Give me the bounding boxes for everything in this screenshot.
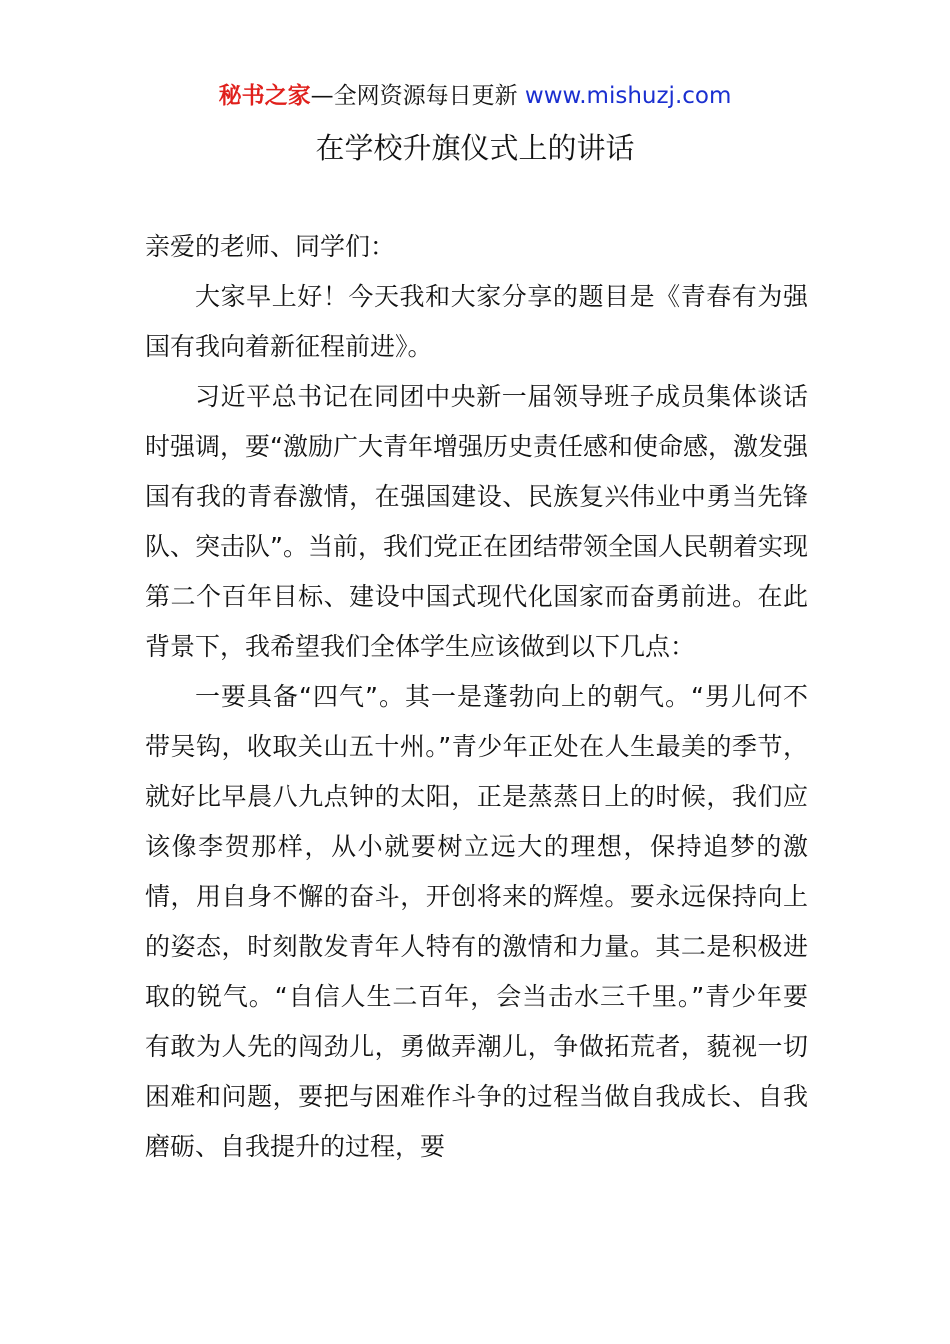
document-title: 在学校升旗仪式上的讲话 bbox=[315, 131, 635, 165]
site-url-link[interactable]: www.mishuzj.com bbox=[524, 83, 732, 109]
body-paragraph: 习近平总书记在同团中央新一届领导班子成员集体谈话时强调，要“激励广大青年增强历史责任感和使命感，激发强国有我的青春激情，在强国建设、民族复兴伟业中勇当先锋队、突击队”。当前，我们党正在团结带领全国人民朝着实现第二个百年目标、建设中国式现代化国家而奋勇前进。在此背景下，我希望我们全体学生应该做到以下几点： bbox=[145, 382, 808, 661]
document-body bbox=[145, 222, 808, 1172]
salutation: 亲爱的老师、同学们： bbox=[145, 232, 396, 261]
site-header bbox=[0, 80, 950, 112]
site-brand: 秘书之家 bbox=[218, 83, 311, 109]
body-paragraph: 一要具备“四气”。其一是蓬勃向上的朝气。“男儿何不带吴钩，收取关山五十州。”青少年正处在人生最美的季节，就好比早晨八九点钟的太阳，正是蒸蒸日上的时候，我们应该像李贺那样，从小就要树立远大的理想，保持追梦的激情，用自身不懈的奋斗，开创将来的辉煌。要永远保持向上的姿态，时刻散发青年人特有的激情和力量。其二是积极进取的锐气。“自信人生二百年，会当击水三千里。”青少年要有敢为人先的闯劲儿，勇做弄潮儿，争做拓荒者，藐视一切困难和问题，要把与困难作斗争的过程当做自我成长、自我磨砺、自我提升的过程，要 bbox=[145, 682, 808, 1161]
body-paragraph: 大家早上好！今天我和大家分享的题目是《青春有为强国有我向着新征程前进》。 bbox=[145, 282, 808, 361]
site-tagline: —全网资源每日更新 bbox=[310, 83, 518, 109]
